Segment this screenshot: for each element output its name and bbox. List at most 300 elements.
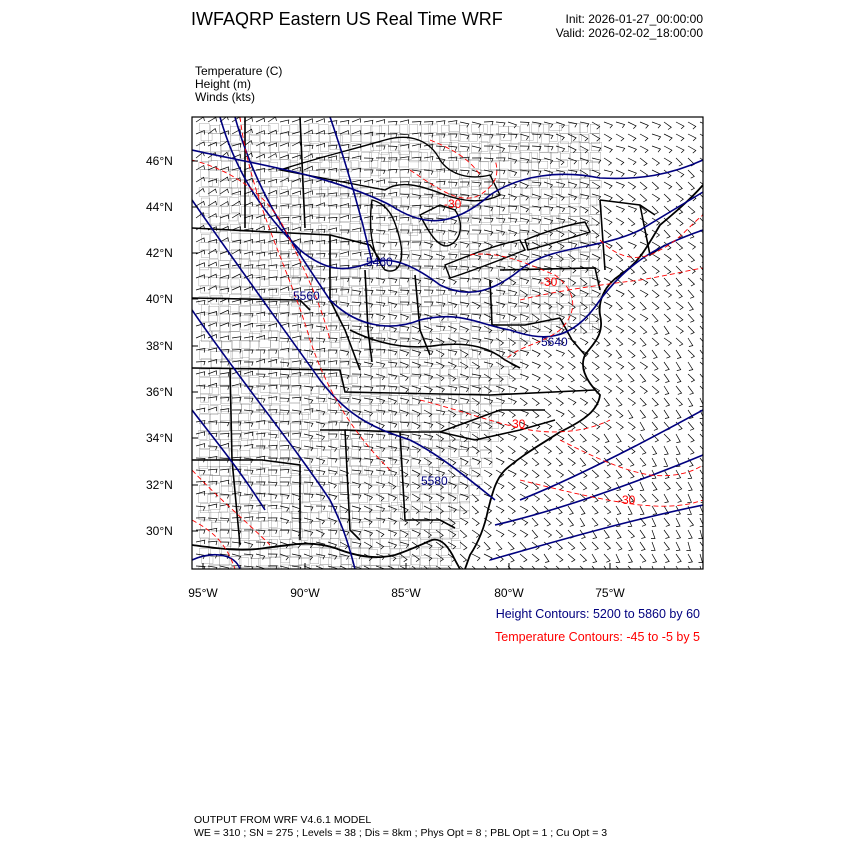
wind-barb <box>532 122 541 127</box>
wind-barb <box>352 302 361 306</box>
wind-barb <box>268 505 277 509</box>
county-cell <box>369 304 381 313</box>
county-cell <box>321 530 331 539</box>
county-cell <box>349 495 359 503</box>
wind-barb <box>676 374 681 383</box>
wind-barb <box>520 530 528 537</box>
county-cell <box>429 522 440 532</box>
county-cell <box>259 376 269 383</box>
county-cell <box>461 304 470 314</box>
wind-barb <box>412 350 421 356</box>
county-cell <box>219 278 228 287</box>
wind-barb <box>604 122 612 128</box>
county-cell <box>380 387 391 396</box>
wind-barb <box>640 158 647 166</box>
county-cell <box>281 342 293 349</box>
county-cell <box>349 269 358 277</box>
wind-barb <box>232 422 241 426</box>
wind-barb <box>448 470 455 478</box>
county-cell <box>340 269 351 276</box>
wind-barb <box>568 458 575 466</box>
wind-barb <box>400 120 409 124</box>
wind-barb <box>400 410 409 416</box>
county-cell <box>470 225 479 234</box>
county-cell <box>301 313 310 323</box>
county-cell <box>280 477 291 485</box>
wind-barb <box>340 144 349 148</box>
wind-barb <box>664 350 670 358</box>
wind-barb <box>388 422 397 428</box>
wind-barb <box>268 337 277 341</box>
county-cell <box>291 484 303 493</box>
wind-barb <box>616 374 622 382</box>
wind-barb <box>496 134 505 138</box>
county-cell <box>210 457 220 467</box>
wind-barb <box>244 432 253 436</box>
county-cell <box>510 196 521 205</box>
county-cell <box>330 225 342 234</box>
wind-barb <box>508 530 516 537</box>
wind-barb <box>676 398 682 406</box>
wind-barb <box>436 169 445 173</box>
wind-barb <box>280 482 289 486</box>
county-cell <box>319 477 329 485</box>
model-parameters: WE = 310 ; SN = 275 ; Levels = 38 ; Dis = 8km ; Phys Opt = 8 ; PBL Opt = 1 ; Cu Opt = 3 <box>194 827 608 839</box>
county-cell <box>371 369 381 377</box>
wind-barb <box>232 300 241 304</box>
wind-barb <box>592 446 599 454</box>
wind-barb <box>592 566 598 574</box>
wind-barb <box>520 386 528 393</box>
wind-barb <box>352 326 361 330</box>
wind-barb <box>604 554 610 562</box>
wind-barb <box>448 446 457 452</box>
county-cell <box>400 125 408 134</box>
county-cell <box>330 403 341 412</box>
wind-barb <box>676 134 684 141</box>
wind-barb <box>651 530 655 539</box>
county-cell <box>459 333 471 341</box>
wind-barb <box>604 494 610 502</box>
county-cell <box>269 305 277 313</box>
county-cell <box>351 485 360 493</box>
wind-barb <box>556 530 563 538</box>
wind-barb <box>700 158 707 166</box>
wind-barb <box>520 218 529 224</box>
wind-barb <box>568 194 577 200</box>
county-cell <box>419 494 429 501</box>
wind-barb <box>208 469 217 473</box>
wind-barb <box>388 290 397 295</box>
county-cell <box>391 198 401 206</box>
county-cell <box>421 125 430 133</box>
wind-barb <box>328 446 337 452</box>
wind-barb <box>520 458 527 466</box>
wind-barb <box>256 374 265 378</box>
wind-barb <box>592 434 599 442</box>
county-cell <box>420 521 431 530</box>
wind-barb <box>400 326 409 331</box>
county-cell <box>450 333 459 340</box>
county-cell <box>361 387 372 395</box>
wind-barb <box>628 206 637 212</box>
wind-barb <box>436 350 444 357</box>
wind-barb <box>232 517 241 521</box>
wind-barb <box>556 146 565 152</box>
wind-barb <box>652 374 659 382</box>
county-cell <box>479 359 488 369</box>
wind-barb <box>580 434 586 442</box>
county-cell <box>430 259 439 269</box>
county-cell <box>400 486 411 495</box>
county-cell <box>411 567 422 574</box>
county-cell <box>289 250 298 259</box>
wind-barb <box>699 554 703 563</box>
county-cell <box>221 386 231 393</box>
wind-barb <box>268 470 277 474</box>
wind-barb <box>628 350 635 358</box>
wind-barb <box>640 302 646 310</box>
county-cell <box>201 178 212 186</box>
county-cell <box>550 124 562 131</box>
county-cell <box>420 322 428 329</box>
wind-barb <box>520 542 526 550</box>
wind-barb <box>592 218 599 226</box>
county-cell <box>321 450 330 458</box>
wind-barb <box>280 240 289 244</box>
county-cell <box>440 251 449 260</box>
wind-barb <box>520 182 528 189</box>
county-cell <box>279 304 288 312</box>
wind-barb <box>628 326 635 334</box>
wind-barb <box>328 458 337 463</box>
county-cell <box>581 160 592 169</box>
county-cell <box>529 162 538 171</box>
county-cell <box>401 269 412 278</box>
county-cell <box>389 495 397 505</box>
wind-barb <box>484 542 490 550</box>
wind-barb <box>676 218 683 226</box>
county-cell <box>360 520 370 528</box>
wind-barb <box>196 263 205 267</box>
wind-barb <box>280 191 289 195</box>
wind-barb <box>520 374 528 380</box>
county-cell <box>411 304 421 312</box>
wind-barb <box>628 410 633 419</box>
county-cell <box>271 466 280 476</box>
wind-barb <box>640 554 646 562</box>
county-cell <box>261 396 271 406</box>
wind-barb <box>604 362 611 370</box>
county-cell <box>571 259 581 269</box>
county-cell <box>499 126 508 134</box>
county-cell <box>320 557 328 565</box>
wind-barb <box>340 506 348 513</box>
wind-barb <box>616 194 623 202</box>
wind-barb <box>460 386 469 392</box>
wind-barb <box>316 434 325 440</box>
wind-barb <box>412 410 420 417</box>
wind-barb <box>580 194 589 200</box>
wind-barb <box>628 506 632 515</box>
wind-barb <box>208 504 217 508</box>
wind-barb <box>244 444 253 448</box>
county-cell <box>349 169 361 178</box>
wind-barb <box>580 542 586 550</box>
wind-barb <box>532 134 541 138</box>
wind-barb <box>436 530 443 538</box>
wind-barb <box>640 470 644 479</box>
county-cell <box>201 198 209 208</box>
wind-barb <box>304 154 313 158</box>
county-cell <box>410 232 421 240</box>
wind-barb <box>544 134 553 139</box>
wind-barb <box>436 338 444 345</box>
wind-barb <box>628 530 634 538</box>
wind-barb <box>412 554 419 562</box>
wind-barb <box>316 170 325 174</box>
county-cell <box>341 414 349 422</box>
wind-barb <box>196 117 205 122</box>
wind-barb <box>292 227 301 231</box>
wind-barb <box>316 458 325 464</box>
county-cell <box>271 430 279 437</box>
county-cell <box>420 287 428 297</box>
wind-barb <box>616 398 622 406</box>
wind-barb <box>628 218 635 226</box>
wind-barb <box>412 254 421 259</box>
wind-barb <box>664 158 672 165</box>
county-cell <box>319 520 330 527</box>
wind-barb <box>328 313 337 317</box>
wind-barb <box>568 494 574 502</box>
wind-barb <box>520 362 528 368</box>
wind-barb <box>628 254 634 262</box>
county-cell <box>339 296 348 304</box>
wind-barb <box>280 217 289 221</box>
county-cell <box>381 448 393 458</box>
wind-barb <box>376 120 385 124</box>
county-cell <box>259 369 269 377</box>
wind-barb <box>412 314 421 318</box>
wind-barb <box>652 182 659 190</box>
county-cell <box>289 315 298 324</box>
wind-barb <box>340 120 349 124</box>
wind-barb <box>676 482 682 490</box>
wind-barb <box>304 530 313 536</box>
wind-barb <box>580 146 588 153</box>
wind-barb <box>208 274 217 278</box>
county-cell <box>410 520 421 528</box>
county-cell <box>199 124 209 131</box>
wind-barb <box>484 482 491 490</box>
wind-barb <box>664 254 671 262</box>
wind-barb <box>688 134 696 141</box>
wind-barb <box>340 350 349 355</box>
wind-barb <box>400 217 409 221</box>
county-cell <box>331 358 341 367</box>
wind-barb <box>304 119 313 123</box>
wind-barb <box>688 122 696 129</box>
county-cell <box>469 350 477 359</box>
wind-barb <box>604 482 611 490</box>
wind-barb <box>676 278 682 286</box>
wind-barb <box>676 158 682 166</box>
wind-barb <box>616 170 624 177</box>
wind-barb <box>628 566 634 574</box>
county-cell <box>279 313 287 323</box>
county-cell <box>199 243 209 250</box>
wind-barb <box>208 397 217 401</box>
wind-barb <box>687 494 691 503</box>
county-cell <box>460 279 471 289</box>
county-cell <box>390 414 401 421</box>
wind-barb <box>580 458 586 466</box>
wind-barb <box>400 530 408 537</box>
wind-barb <box>604 242 612 249</box>
county-cell <box>260 252 271 260</box>
wind-barb <box>520 566 527 574</box>
wind-barb <box>292 263 301 267</box>
wind-barb <box>484 182 493 186</box>
wind-barb <box>268 117 277 122</box>
wind-barb <box>352 542 361 547</box>
county-cell <box>311 412 319 420</box>
county-cell <box>499 295 511 303</box>
wind-barb <box>580 482 587 490</box>
county-cell <box>390 153 401 160</box>
wind-barb <box>412 338 421 344</box>
wind-barb <box>460 242 469 248</box>
wind-barb <box>544 410 551 418</box>
county-cell <box>389 170 400 178</box>
wind-barb <box>244 542 253 548</box>
wind-barb <box>556 350 564 356</box>
wind-barb <box>532 374 540 381</box>
county-cell <box>309 449 318 456</box>
county-cell <box>480 142 488 152</box>
wind-barb <box>664 290 672 297</box>
wind-barb <box>580 566 587 574</box>
wind-barb <box>508 398 516 405</box>
wind-barb <box>280 410 289 414</box>
county-cell <box>460 232 468 239</box>
wind-barb <box>208 142 217 146</box>
county-cell <box>379 332 387 340</box>
wind-barb <box>472 170 481 176</box>
county-cell <box>380 566 392 573</box>
wind-barb <box>460 518 468 525</box>
wind-barb <box>400 482 409 488</box>
county-cell <box>359 431 367 439</box>
wind-barb <box>304 373 313 377</box>
county-cell <box>219 432 228 440</box>
temperature-label: -30 <box>540 275 558 289</box>
wind-barb <box>256 336 265 340</box>
county-cell <box>259 558 271 566</box>
wind-barb <box>232 410 241 414</box>
wind-barb <box>400 374 408 381</box>
county-cell <box>359 304 371 312</box>
field-height: Height (m) <box>195 77 252 91</box>
wind-barb <box>316 470 325 475</box>
wind-barb <box>544 398 551 406</box>
wind-barb <box>628 338 636 345</box>
wind-barb <box>688 350 694 358</box>
county-cell <box>261 125 270 133</box>
wind-barb <box>556 566 563 574</box>
wind-barb <box>472 506 479 514</box>
wind-barb <box>652 398 658 406</box>
county-cell <box>231 268 242 277</box>
wind-barb <box>688 242 696 249</box>
wind-barb <box>544 350 551 358</box>
county-cell <box>331 450 340 459</box>
county-cell <box>339 484 347 493</box>
wind-barb <box>592 314 599 322</box>
county-cell <box>531 304 540 313</box>
county-cell <box>260 340 271 348</box>
wind-barb <box>604 146 612 153</box>
wind-barb <box>592 518 598 526</box>
county-cell <box>290 548 298 558</box>
wind-barb <box>652 362 658 370</box>
county-cell <box>289 387 299 396</box>
wind-barb <box>196 201 205 206</box>
wind-barb <box>604 566 609 575</box>
wind-barb <box>640 266 646 274</box>
wind-barb <box>520 398 527 406</box>
county-cell <box>309 403 319 411</box>
wind-barb <box>208 360 217 364</box>
wind-barb <box>364 120 373 124</box>
wind-barb <box>364 350 373 354</box>
county-cell <box>499 160 510 170</box>
wind-barb <box>496 218 505 223</box>
county-cell <box>459 495 469 503</box>
county-cell <box>200 448 210 457</box>
wind-barb <box>220 264 229 268</box>
wind-barb <box>616 470 622 478</box>
wind-barb <box>220 275 229 279</box>
wind-barb <box>592 230 599 238</box>
county-cell <box>241 522 252 529</box>
county-cell <box>590 260 599 268</box>
wind-barb <box>592 470 599 478</box>
wind-barb <box>196 312 205 316</box>
wind-barb <box>664 338 671 346</box>
wind-barb <box>220 469 229 473</box>
wind-barb <box>652 482 657 491</box>
wind-barb <box>700 494 705 503</box>
county-cell <box>369 486 379 493</box>
county-cell <box>200 386 212 393</box>
wind-barb <box>388 121 397 125</box>
wind-barb <box>676 434 680 443</box>
wind-barb <box>256 252 265 256</box>
county-cell <box>410 188 420 197</box>
wind-barb <box>376 398 385 404</box>
county-cell <box>239 495 249 503</box>
county-cell <box>310 556 319 564</box>
wind-barb <box>280 143 289 147</box>
wind-barb <box>496 566 502 574</box>
wind-barb <box>292 385 301 389</box>
county-cell <box>410 450 418 458</box>
wind-barb <box>652 446 657 455</box>
wind-barb <box>652 518 656 527</box>
wind-barb <box>664 122 671 130</box>
